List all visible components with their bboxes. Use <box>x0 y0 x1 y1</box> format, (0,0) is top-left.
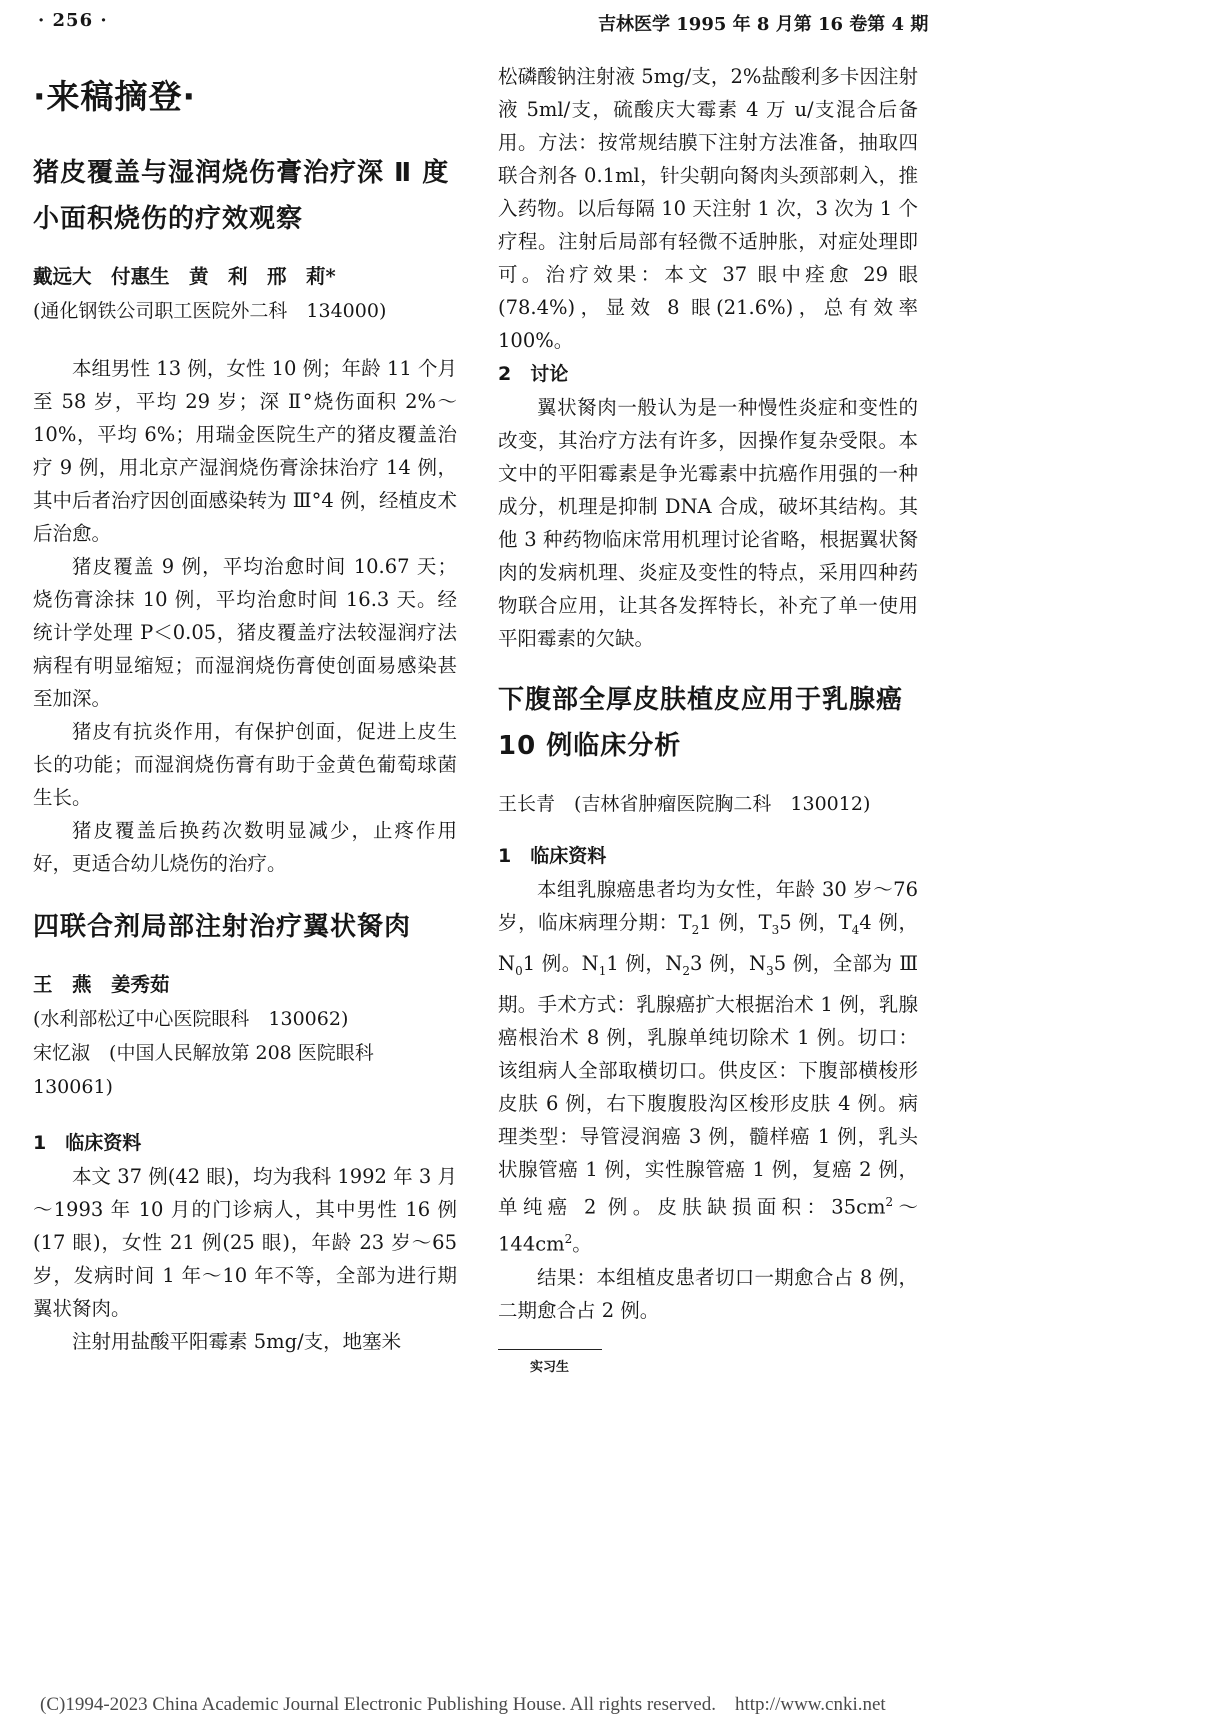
article1-paragraph: 猪皮覆盖后换药次数明显减少，止疼作用好，更适合幼儿烧伤的治疗。 <box>33 819 457 875</box>
journal-header: 吉林医学 1995 年 8 月第 16 卷第 4 期 <box>598 14 929 35</box>
article2-affiliation1: (水利部松辽中心医院眼科 130062) <box>33 1008 349 1030</box>
left-column <box>33 150 457 1358</box>
article2-heading-clinical: 1 临床资料 <box>33 1132 142 1154</box>
article2-paragraph: 本文 37 例(42 眼)，均为我科 1992 年 3 月～1993 年 10 月的门诊病人，其中男性 16 例(17 眼)，女性 21 例(25 眼)，年龄 23 岁～65 岁，发病时间 1 年～10 年不等，全部为进行期翼状胬肉。 <box>33 1165 457 1320</box>
article2-continued: 松磷酸钠注射液 5mg/支，2%盐酸利多卡因注射液 5ml/支，硫酸庆大霉素 4 万 u/支混合后备用。方法：按常规结膜下注射方法准备，抽取四联合剂各 0.1ml，针尖朝向胬肉头颈部刺入，推入药物。以后每隔 10 天注射 1 次，3 次为 1 个疗程。注射后局部有轻微不适肿胀，对症处理即可。治疗效果：本文 37 眼中痊愈 29 眼(78.4%)，显效 8 眼(21.6%)，总有效率 100%。 <box>498 65 918 352</box>
right-column <box>498 60 918 1375</box>
article3-result: 结果：本组植皮患者切口一期愈合占 8 例，二期愈合占 2 例。 <box>498 1265 918 1322</box>
article3-author-line: 王长青 (吉林省肿瘤医院胸二科 130012) <box>498 793 871 815</box>
copyright-footer: (C)1994-2023 China Academic Journal Electronic Publishing House. All rights reserved. http://www.cnki.net <box>40 1694 886 1715</box>
article2-author2-line <box>33 1036 457 1070</box>
article3-title: 下腹部全厚皮肤植皮应用于乳腺癌 10 例临床分析 <box>498 685 904 761</box>
article2-paragraph: 注射用盐酸平阳霉素 5mg/支，地塞米 <box>72 1330 402 1353</box>
article2-discussion: 翼状胬肉一般认为是一种慢性炎症和变性的改变，其治疗方法有许多，因操作复杂受限。本文中的平阳霉素是争光霉素中抗癌作用强的一种成分，机理是抑制 DNA 合成，破坏其结构。其他 3 种药物临床常用机理讨论省略，根据翼状胬肉的发病机理、炎症及变性的特点，采用四种药物联合应用，让其各发挥特长，补充了单一使用平阳霉素的欠缺。 <box>498 396 918 650</box>
article2-author1: 王 燕 姜秀茹 <box>33 973 170 996</box>
footnote: 实习生 <box>530 1359 570 1375</box>
page-number: · 256 · <box>38 10 108 31</box>
section-label: ·来稿摘登· <box>33 77 197 116</box>
footnote-rule <box>498 1349 602 1350</box>
article1-authors: 戴远大 付惠生 黄 利 邢 莉* <box>33 265 336 288</box>
article1-paragraph: 猪皮覆盖 9 例，平均治愈时间 10.67 天；烧伤膏涂抹 10 例，平均治愈时间 16.3 天。经统计学处理 P＜0.05，猪皮覆盖疗法较湿润疗法病程有明显缩短；而湿润烧伤膏使创面易感染甚至加深。 <box>33 555 457 710</box>
article2-affiliation2: (中国人民解放第 208 医院眼科 <box>109 1042 374 1064</box>
article1-paragraph: 猪皮有抗炎作用，有保护创面，促进上皮生长的功能；而湿润烧伤膏有助于金黄色葡萄球菌生长。 <box>33 720 457 809</box>
article2-affiliation2-postcode: 130061) <box>33 1076 113 1098</box>
article3-paragraph: 本组乳腺癌患者均为女性，年龄 30 岁～76 岁，临床病理分期：$T_21$ 例，$T_35$ 例，$T_44$ 例，$N_01$ 例。$N_11$ 例，$N_23$ 例，$N_35$ 例，全部为 Ⅲ 期。手术方式：乳腺癌扩大根据治术 1 例，乳腺癌根治术 8 例，乳腺单纯切除术 1 例。切口：该组病人全部取横切口。供皮区：下腹部横梭形皮肤 6 例，右下腹腹股沟区梭形皮肤 4 例。病理类型：导管浸润癌 3 例，髓样癌 1 例，乳头状腺管癌 1 例，实性腺管癌 1 例，复癌 2 例，单纯癌 2 例。皮肤缺损面积：$35cm^2\sim 144cm^2$。 <box>498 878 918 1256</box>
article3-heading-clinical: 1 临床资料 <box>498 845 607 867</box>
article2-heading-discussion: 2 讨论 <box>498 363 569 385</box>
article2-author2: 宋忆淑 <box>33 1042 91 1064</box>
article1-title: 猪皮覆盖与湿润烧伤膏治疗深 Ⅱ 度小面积烧伤的疗效观察 <box>33 158 450 234</box>
article1-affiliation: (通化钢铁公司职工医院外二科 134000) <box>33 300 387 322</box>
article1-paragraph: 本组男性 13 例，女性 10 例；年龄 11 个月至 58 岁，平均 29 岁；深 Ⅱ°烧伤面积 2%～10%，平均 6%；用瑞金医院生产的猪皮覆盖治疗 9 例，用北京产湿润烧伤膏涂抹治疗 14 例，其中后者治疗因创面感染转为 Ⅲ°4 例，经植皮术后治愈。 <box>33 357 457 545</box>
article2-title: 四联合剂局部注射治疗翼状胬肉 <box>33 912 412 942</box>
